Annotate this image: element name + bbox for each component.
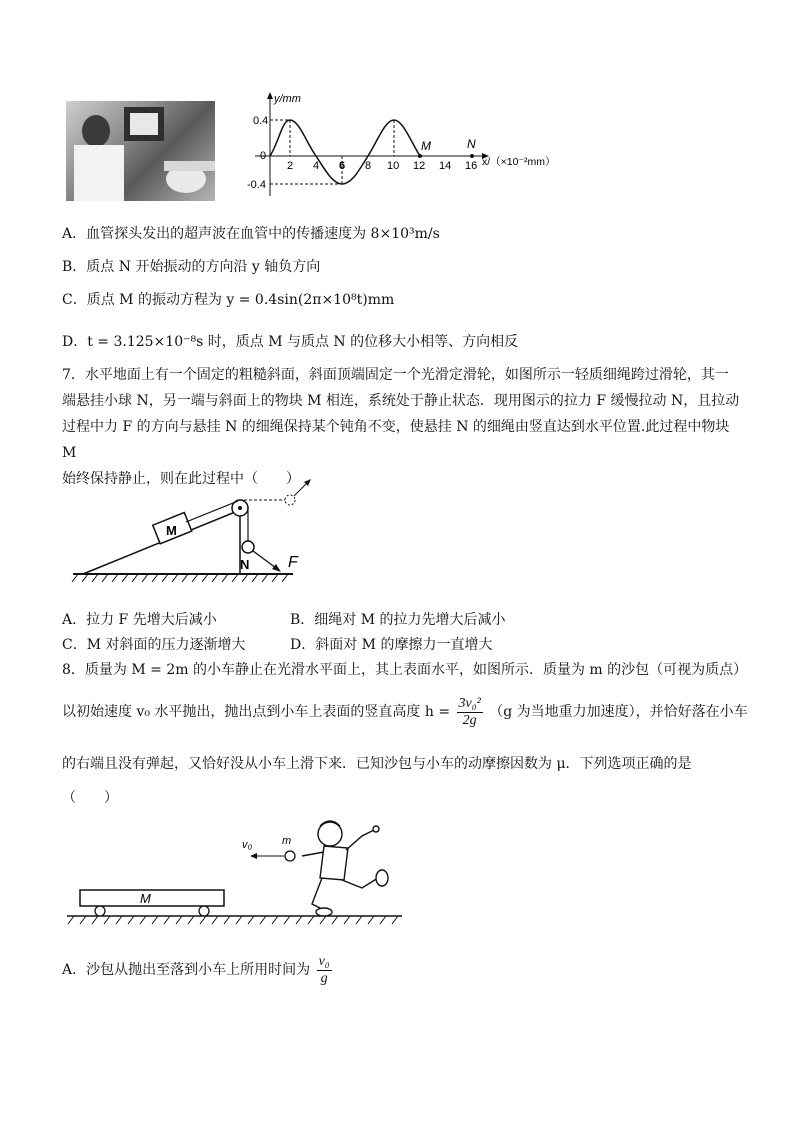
q8-option-a-text: A．沙包从抛出至落到小车上所用时间为: [62, 962, 311, 978]
x-tick-14: 14: [439, 160, 452, 172]
cart-m-label: M: [140, 891, 151, 906]
ball-n-label: N: [240, 557, 250, 572]
height-fraction: [457, 696, 483, 729]
x-axis-label: x/（×10⁻²mm）: [482, 156, 556, 168]
x-tick-10: 10: [387, 160, 400, 172]
wave-graph: [235, 88, 580, 200]
point-m-dot: [418, 154, 422, 158]
q8-stem-2a: 以初始速度 v₀ 水平抛出，抛出点到小车上表面的竖直高度 h =: [62, 704, 451, 720]
point-m-label: M: [421, 139, 431, 153]
q6-option-a: A．血管探头发出的超声波在血管中的传播速度为 8×10³m/s: [62, 226, 440, 242]
q8-stem-line-4: （ ）: [62, 790, 118, 806]
mass-label: m: [282, 835, 292, 847]
ultrasound-photo: [66, 101, 215, 201]
ball-final-position: [285, 495, 295, 505]
cart-m: [80, 890, 224, 906]
time-denominator: g: [320, 970, 328, 986]
y-axis-label: y/mm: [274, 93, 301, 105]
q7-option-a: A．拉力 F 先增大后减小: [62, 612, 217, 628]
q6-option-d: D．t = 3.125×10⁻⁸s 时，质点 M 与质点 N 的位移大小相等、方向相反: [62, 334, 519, 350]
wave-curve: [270, 120, 420, 184]
origin-label: 0: [260, 150, 267, 162]
point-n-dot: [470, 154, 474, 158]
sandbag: [285, 851, 295, 861]
q8-option-a: [62, 950, 334, 990]
q6-option-b: B．质点 N 开始振动的方向沿 y 轴负方向: [62, 259, 321, 275]
q6-option-c: C．质点 M 的振动方程为 y = 0.4sin(2π×10⁸t)mm: [62, 292, 395, 308]
q7-stem-line-2: 端悬挂小球 N，另一端与斜面上的物块 M 相连，系统处于静止状态．现用图示的拉力 F 缓慢拉动 N，且拉动: [62, 393, 740, 409]
velocity-label: v₀: [242, 839, 253, 851]
x-tick-6: 6: [339, 160, 346, 172]
q7-stem-line-3: 过程中力 F 的方向与悬挂 N 的细绳保持某个钝角不变，使悬挂 N 的细绳由竖直达到水平位置.此过程中物块 M: [62, 419, 730, 461]
y-tick-min: -0.4: [247, 179, 266, 191]
time-fraction: [317, 954, 332, 987]
q8-stem-2b: （g 为当地重力加速度），并恰好落在小车: [489, 704, 748, 720]
cart-sandbag-figure: [62, 806, 412, 936]
y-tick-max: 0.4: [253, 115, 269, 127]
x-tick-4: 4: [313, 160, 320, 172]
q8-stem-line-2: [62, 692, 748, 732]
force-f-label: F: [288, 554, 298, 571]
cart-wheel-right: [199, 906, 209, 916]
q7-option-b: B．细绳对 M 的拉力先增大后减小: [290, 612, 506, 628]
incline-pulley-figure: [68, 462, 328, 592]
x-tick-8: 8: [365, 160, 372, 172]
q7-stem-line-4: 始终保持静止，则在此过程中（ ）: [62, 471, 300, 487]
boy-thrower: [302, 821, 388, 916]
x-tick-12: 12: [413, 160, 426, 172]
q8-stem-line-1: 8．质量为 M = 2m 的小车静止在光滑水平面上，其上表面水平，如图所示．质量为 m 的沙包（可视为质点）: [62, 662, 748, 678]
ball-n: [242, 541, 254, 553]
x-tick-2: 2: [287, 160, 294, 172]
x-tick-16: 16: [465, 160, 478, 172]
height-numerator: 3v₀²: [458, 695, 481, 711]
q7-stem-line-1: 7．水平地面上有一个固定的粗糙斜面，斜面顶端固定一个光滑定滑轮，如图所示一轻质细绳跨过滑轮，其一: [62, 367, 729, 383]
block-m-label: M: [166, 523, 177, 538]
q7-option-c: C．M 对斜面的压力逐渐增大: [62, 637, 246, 653]
cart-wheel-left: [95, 906, 105, 916]
height-denominator: 2g: [462, 712, 477, 728]
q7-option-d: D．斜面对 M 的摩擦力一直增大: [290, 637, 493, 653]
point-n-label: N: [467, 137, 476, 151]
time-numerator: v₀: [318, 953, 330, 969]
q8-stem-line-3: 的右端且没有弹起，又恰好没从小车上滑下来．已知沙包与小车的动摩擦因数为 μ．下列选项正确的是: [62, 756, 692, 772]
